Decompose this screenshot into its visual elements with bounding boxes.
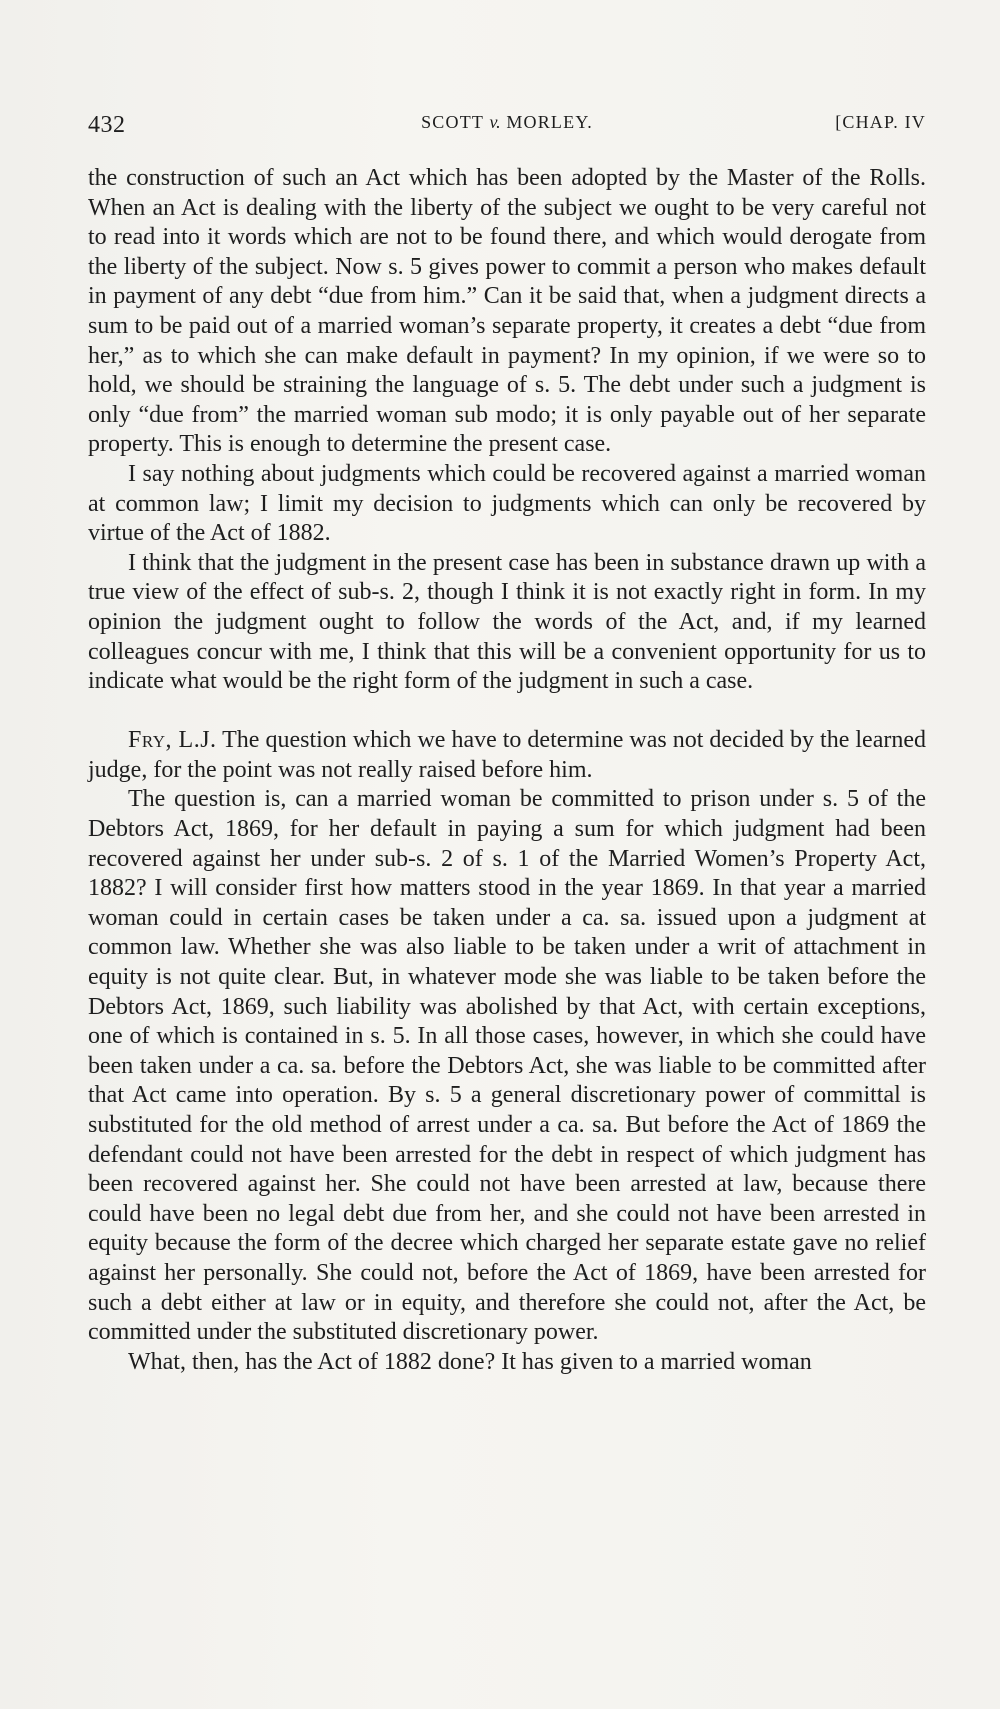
running-title-versus: v. xyxy=(489,112,501,132)
running-header xyxy=(88,112,926,148)
paragraph-6: What, then, has the Act of 1882 done? It has given to a married woman xyxy=(128,1348,812,1375)
page-number: 432 xyxy=(88,112,126,138)
running-title-part1: SCOTT xyxy=(421,112,490,132)
judge-name: Fry, L.J. xyxy=(128,727,217,754)
paragraph-1: the construction of such an Act which has been adopted by the Master of the Rolls. When an Act is dealing with the liberty of the subject we ought to be very careful not to read into it words which are not to be found there, and which would derogate from the liberty of the subject. Now s. 5 gives power to commit a person who makes default in payment of any debt “due from him.” Can it be said that, when a judgment directs a sum to be paid out of a married woman’s separate property, it creates a debt “due from her,” as to which she can make default in payment? In my opinion, if we were so to hold, we should be straining the language of s. 5. The debt under such a judgment is only “due from” the married woman sub modo; it is only payable out of her separate property. This is enough to determine the present case. xyxy=(88,165,926,458)
running-title xyxy=(88,112,926,133)
paragraph-spacer xyxy=(88,697,926,727)
paragraph-5: The question is, can a married woman be committed to prison under s. 5 of the Debtors Act, 1869, for her default in paying a sum for which judgment had been recovered against her under sub-s. 2 of s. 1 of the Married Women’s Property Act, 1882? I will consider first how matters stood in the year 1869. In that year a married woman could in certain cases be taken under a ca. sa. issued upon a judgment at common law. Whether she was also liable to be taken under a writ of attachment in equity is not quite clear. But, in whatever mode she was liable to be taken before the Debtors Act, 1869, such liability was abolished by that Act, with certain exceptions, one of which is contained in s. 5. In all those cases, however, in which she could have been taken under a ca. sa. before the Debtors Act, she was liable to be committed after that Act came into operation. By s. 5 a general discretionary power of committal is substituted for the old method of arrest under a ca. sa. But before the Act of 1869 the defendant could not have been arrested for the debt in respect of which judgment has been recovered against her. She could not have been arrested at law, because there could have been no legal debt due from her, and she could not have been arrested in equity because the form of the decree which charged her separate estate gave no relief against her personally. She could not, before the Act of 1869, have been arrested for such a debt either at law or in equity, and therefore she could not, after the Act, be committed under the substituted discretionary power. xyxy=(88,786,926,1346)
body-text xyxy=(88,164,926,1377)
paragraph-4-text: The question which we have to determine was not decided by the learned judge, for the point was not really raised before him. xyxy=(88,727,926,783)
chapter-label: [CHAP. IV xyxy=(835,112,926,132)
paragraph-4 xyxy=(88,726,926,785)
running-title-part2: MORLEY. xyxy=(500,112,593,132)
paragraph-3: I think that the judgment in the present case has been in substance drawn up with a true view of the effect of sub-s. 2, though I think it is not exactly right in form. In my opinion the judgment ought to follow the words of the Act, and, if my learned colleagues concur with me, I think that this will be a convenient opportunity for us to indicate what would be the right form of the judgment in such a case. xyxy=(88,549,926,695)
paragraph-2: I say nothing about judgments which could be recovered against a married woman at common law; I limit my decision to judgments which can only be recovered by virtue of the Act of 1882. xyxy=(88,460,926,547)
